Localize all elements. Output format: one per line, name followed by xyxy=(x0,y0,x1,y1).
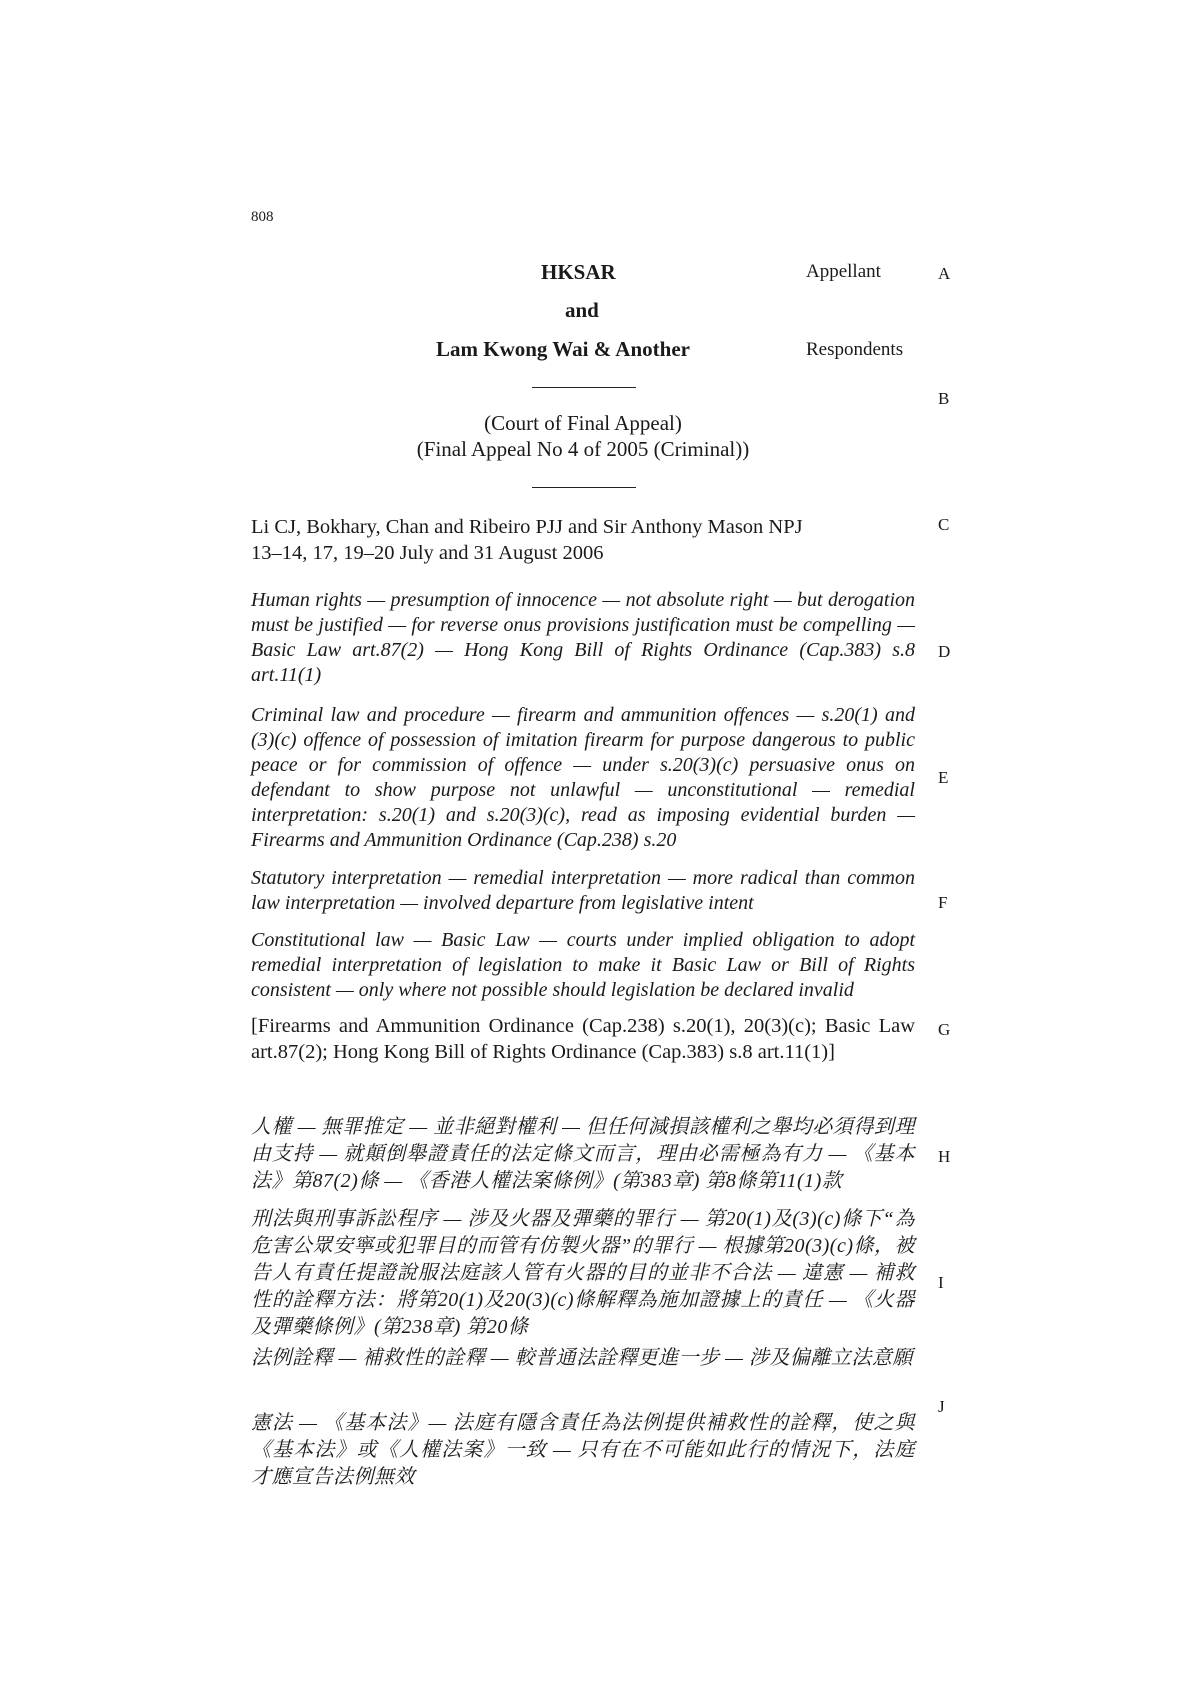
margin-letter-h: H xyxy=(938,1147,951,1166)
judges-bench: Li CJ, Bokhary, Chan and Ribeiro PJJ and Sir Anthony Mason NPJ xyxy=(251,516,803,538)
margin-letter-d: D xyxy=(938,642,951,661)
case-number: (Final Appeal No 4 of 2005 (Criminal)) xyxy=(416,437,750,461)
headnote-en-criminal-law: Criminal law and procedure — firearm and ammunition offences — s.20(1) and (3)(c) offence of possession of imitation firearm for purpose dangerous to public peace or for commission of offence — under s.20(3)(c) persuasive onus on defendant to show purpose not unlawful — unconstitutional — remedial interpretation: s.20(1) and s.20(3)(c), read as imposing evidential burden — Firearms and Ammunition Ordinance (Cap.238) s.20 xyxy=(251,704,915,851)
appellant-role: Appellant xyxy=(806,261,881,282)
statutes-cited: [Firearms and Ammunition Ordinance (Cap.238) s.20(1), 20(3)(c); Basic Law art.87(2); Hong Kong Bill of Rights Ordinance (Cap.383) s.8 art.11(1)] xyxy=(251,1015,915,1063)
margin-letter-j: J xyxy=(938,1397,945,1416)
divider-rule-bottom xyxy=(532,487,636,488)
respondent-name: Lam Kwong Wai & Another xyxy=(436,337,690,361)
headnote-zh-constitutional-law: 憲法 — 《基本法》— 法庭有隱含責任為法例提供補救性的詮釋，使之與《基本法》或《人權法案》一致 — 只有在不可能如此行的情況下，法庭才應宣告法例無效 xyxy=(251,1412,915,1488)
party-conjunction: and xyxy=(565,298,599,322)
headnote-zh-statutory-interpretation: 法例詮釋 — 補救性的詮釋 — 較普通法詮釋更進一步 — 涉及偏離立法意願 xyxy=(251,1347,913,1369)
margin-letter-i: I xyxy=(938,1273,944,1292)
hearing-dates: 13–14, 17, 19–20 July and 31 August 2006 xyxy=(251,542,604,564)
margin-letter-b: B xyxy=(938,389,950,408)
margin-letter-e: E xyxy=(938,768,949,787)
respondent-role: Respondents xyxy=(806,339,904,360)
divider-rule-top xyxy=(532,387,636,388)
court-name: (Court of Final Appeal) xyxy=(484,411,682,435)
headnote-zh-human-rights: 人權 — 無罪推定 — 並非絕對權利 — 但任何減損該權利之舉均必須得到理由支持 — 就顛倒舉證責任的法定條文而言，理由必需極為有力 — 《基本法》第87(2)條 — 《香港人權法案條例》(第383章) 第8條第11(1)款 xyxy=(251,1116,915,1192)
margin-letter-f: F xyxy=(938,893,948,912)
headnote-en-constitutional-law: Constitutional law — Basic Law — courts under implied obligation to adopt remedial interpretation of legislation to make it Basic Law or Bill of Rights consistent — only where not possible should legislation be declared invalid xyxy=(251,929,915,1001)
page-number: 808 xyxy=(251,209,274,225)
margin-letter-a: A xyxy=(938,264,951,283)
margin-letter-c: C xyxy=(938,515,950,534)
margin-letter-g: G xyxy=(938,1020,951,1039)
headnote-en-human-rights: Human rights — presumption of innocence — not absolute right — but derogation must be justified — for reverse onus provisions justification must be compelling — Basic Law art.87(2) — Hong Kong Bill of Rights Ordinance (Cap.383) s.8 art.11(1) xyxy=(251,589,915,686)
headnote-en-statutory-interpretation: Statutory interpretation — remedial interpretation — more radical than common law interpretation — involved departure from legislative intent xyxy=(251,867,915,914)
appellant-name: HKSAR xyxy=(541,260,616,284)
headnote-zh-criminal-law: 刑法與刑事訴訟程序 — 涉及火器及彈藥的罪行 — 第20(1)及(3)(c)條下“為危害公眾安寧或犯罪目的而管有仿製火器”的罪行 — 根據第20(3)(c)條，被告人有責任提證說服法庭該人管有火器的目的並非不合法 — 違憲 — 補救性的詮釋方法：將第20(1)及20(3)(c)條解釋為施加證據上的責任 — 《火器及彈藥條例》(第238章) 第20條 xyxy=(251,1208,915,1338)
